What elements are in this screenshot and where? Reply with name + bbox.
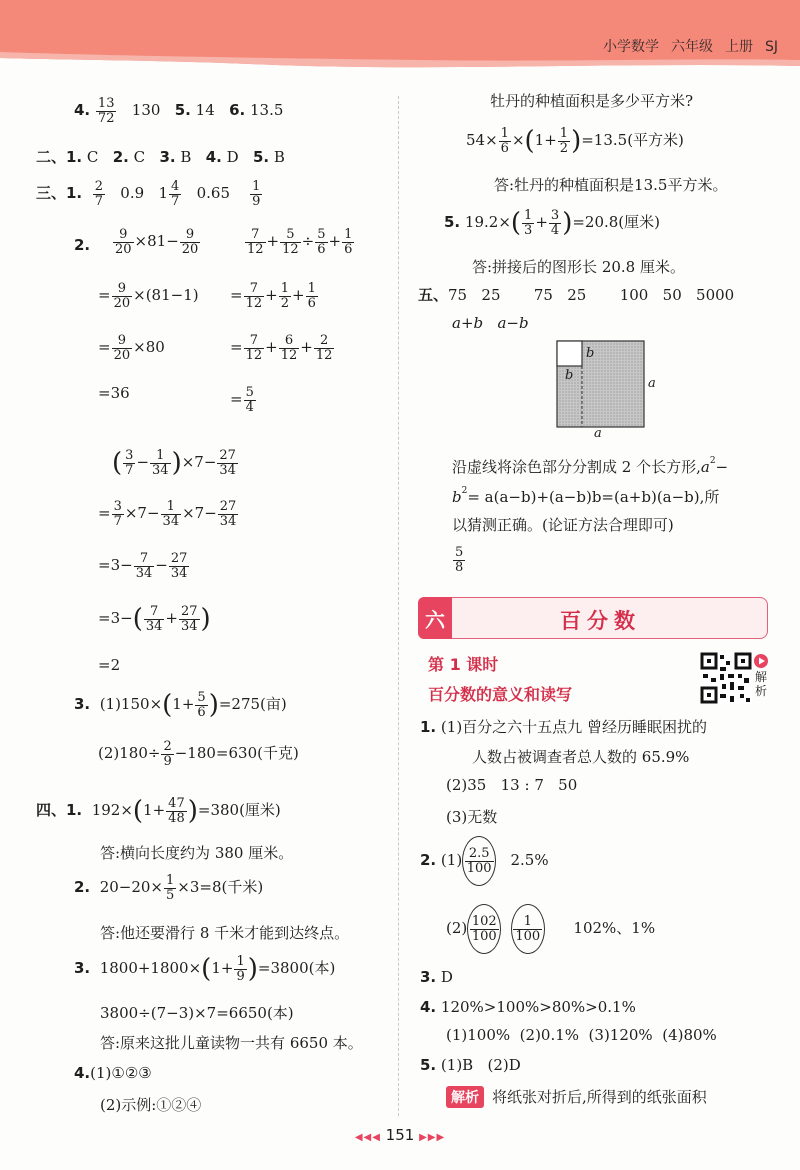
calc-line: 5. 19.2×( $\frac{1}{3}$ + $\frac{3}{4}$ )=20.8(厘米) bbox=[444, 207, 661, 238]
answer-text: 答:横向长度约为 380 厘米。 bbox=[100, 844, 294, 862]
calc-a-line-2: = $\frac{9}{20}$ ×(81−1) bbox=[98, 281, 199, 311]
answer-text: 答:牡丹的种植面积是13.5平方米。 bbox=[494, 176, 728, 194]
fraction: $\frac{4}{7}$ bbox=[171, 179, 180, 209]
square-figure bbox=[556, 340, 666, 448]
right-arrows-icon: ▶▶▶ bbox=[419, 1132, 446, 1143]
circled-fraction: 2.5 100 bbox=[462, 836, 496, 886]
section-lead: 二、1. bbox=[36, 148, 83, 166]
left-line-1 bbox=[74, 97, 283, 125]
answer: 13.5 bbox=[249, 101, 284, 120]
calc-line: 3800÷(7−3)×7=6650(本) bbox=[100, 1004, 294, 1022]
section-lead: 三、1. bbox=[36, 184, 83, 203]
item-number: 2. bbox=[112, 148, 129, 166]
fraction: $\frac{2}{7}$ bbox=[94, 179, 103, 209]
answer: B bbox=[180, 148, 192, 166]
section-number: 六 bbox=[418, 597, 452, 639]
item-number: 4. bbox=[205, 148, 222, 166]
answer-text: 答:他还要滑行 8 千米才能到达终点。 bbox=[100, 924, 350, 942]
left-line-2 bbox=[36, 146, 285, 167]
header-subject: 小学数学 bbox=[602, 39, 659, 55]
q4-line-1: 四、1. 192×(1+ $\frac{47}{48}$ )=380(厘米) bbox=[36, 795, 281, 826]
header-edition: SJ bbox=[764, 39, 778, 55]
label-a-bottom: a bbox=[594, 426, 602, 441]
label-b-top: b bbox=[586, 346, 595, 361]
page-number bbox=[340, 1126, 460, 1144]
fraction: $\frac{13}{72}$ bbox=[97, 96, 115, 126]
answer: 14 bbox=[195, 101, 215, 120]
answer: 0.9 bbox=[120, 184, 145, 203]
note-tag: 解析 bbox=[446, 1086, 484, 1108]
q3-line-2: (2)180÷ $\frac{2}{9}$ −180=630(千克) bbox=[98, 739, 299, 769]
item-number: 6. bbox=[229, 101, 246, 120]
calc-c-line-4: =3−( $\frac{7}{34}$ + $\frac{27}{34}$ ) bbox=[98, 603, 211, 634]
header-grade: 六年级 bbox=[670, 39, 713, 55]
item-number: 3. bbox=[159, 148, 176, 166]
proof-line-1: 沿虚线将涂色部分分割成 2 个长方形$,a^2-$ bbox=[452, 456, 729, 476]
calc-a-line-1: $\frac{9}{20}$ ×81− $\frac{9}{20}$ bbox=[115, 227, 199, 257]
calc-a-result: =36 bbox=[98, 384, 130, 402]
qr-code[interactable] bbox=[700, 652, 752, 708]
q3-line-1: 3. (1)150×(1+ $\frac{5}{6}$ )=275(亩) bbox=[74, 689, 287, 720]
p1-line-1: 1. (1)百分之六十五点九 曾经历睡眠困扰的 bbox=[420, 718, 707, 736]
answer: 130 bbox=[131, 101, 161, 120]
header-wave bbox=[0, 0, 800, 70]
calc-c-result: =2 bbox=[98, 656, 121, 674]
q4-line-4: 4.(1)①②③ bbox=[74, 1064, 152, 1082]
qr-label: 解析 bbox=[755, 670, 768, 698]
answer-text: 答:原来这批儿童读物一共有 6650 本。 bbox=[100, 1034, 363, 1052]
calc-b-line-3: = $\frac{7}{12}$ + $\frac{6}{12}$ + $\frac{2}{12}$ bbox=[230, 333, 333, 363]
calc-c-line-2: = $\frac{3}{7}$ ×7− $\frac{1}{34}$ ×7− $\frac{27}{34}$ bbox=[98, 499, 237, 529]
answer: B bbox=[273, 148, 285, 166]
page-number-text: 151 bbox=[385, 1126, 415, 1144]
circled-fraction: 102 100 bbox=[467, 904, 501, 954]
calc-b-result: = $\frac{5}{4}$ bbox=[230, 385, 254, 415]
qr-icon bbox=[700, 652, 752, 704]
answer-text: (2)示例:①②④ bbox=[100, 1096, 202, 1114]
lesson-title: 百分数的意义和读写 bbox=[428, 685, 573, 704]
p4-line-2: (1)100% (2)0.1% (3)120% (4)80% bbox=[446, 1026, 717, 1044]
answer: C bbox=[133, 148, 146, 166]
left-arrows-icon: ◀◀◀ bbox=[354, 1132, 381, 1143]
p1-line-3: (2)35 13 : 7 50 bbox=[446, 776, 578, 794]
calc-b-line-1: $\frac{7}{12}$ + $\frac{5}{12}$ ÷ $\frac{5}{6}$ + $\frac{1}{6}$ bbox=[247, 227, 353, 257]
p1-line-4: (3)无数 bbox=[446, 808, 498, 826]
item-number: 4. bbox=[74, 101, 91, 120]
calc-a-line-3: = $\frac{9}{20}$ ×80 bbox=[98, 333, 165, 363]
header-band bbox=[0, 0, 800, 70]
label-b-left: b bbox=[565, 368, 574, 383]
circled-fraction: 1 100 bbox=[511, 904, 545, 954]
q4-line-2: 2. 20−20× $\frac{1}{5}$ ×3=8(千米) bbox=[74, 873, 264, 903]
answer: 0.65 bbox=[196, 184, 230, 203]
column-divider bbox=[398, 96, 399, 1116]
calc-line: 54× $\frac{1}{6}$ ×(1+ $\frac{1}{2}$ )=13.5(平方米) bbox=[466, 125, 684, 156]
section-five-line: 五、75 25 75 25 100 50 5000 bbox=[418, 286, 735, 304]
p5-line: 5. (1)B (2)D bbox=[420, 1056, 521, 1074]
fraction-answer: $\frac{5}{8}$ bbox=[455, 545, 464, 575]
proof-line-3: 以猜测正确。(论证方法合理即可) bbox=[452, 516, 674, 534]
expressions: a+b a−b bbox=[452, 314, 529, 332]
calc-c-line-1: ( $\frac{3}{7}$ − $\frac{1}{34}$ )×7− $\frac{27}{34}$ bbox=[112, 447, 236, 478]
play-icon[interactable] bbox=[754, 654, 768, 668]
section-title: 百分数 bbox=[560, 609, 641, 633]
p1-line-2: 人数占被调查者总人数的 65.9% bbox=[472, 748, 690, 766]
p4-line-1: 4. 120%>100%>80%>0.1% bbox=[420, 998, 636, 1016]
left-line-3 bbox=[36, 180, 263, 208]
header-volume: 上册 bbox=[724, 39, 753, 55]
item-number: 5. bbox=[174, 101, 191, 120]
p2-line-2: (2) 102 100 1 100 102%、1% bbox=[446, 904, 655, 954]
question-text: 牡丹的种植面积是多少平方米? bbox=[490, 92, 694, 110]
q4-line-3: 3. 1800+1800×(1+ $\frac{1}{9}$ )=3800(本) bbox=[74, 953, 336, 984]
p2-line-1: 2. (1) 2.5 100 2.5% bbox=[420, 836, 549, 886]
answer: D bbox=[226, 148, 239, 166]
note-line bbox=[446, 1086, 707, 1108]
note-text: 将纸张对折后,所得到的纸张面积 bbox=[492, 1088, 707, 1106]
calc-b-line-2: = $\frac{7}{12}$ + $\frac{1}{2}$ + $\frac{1}{6}$ bbox=[230, 281, 316, 311]
p3-line: 3. D bbox=[420, 968, 453, 986]
calc-c-line-3: =3− $\frac{7}{34}$ − $\frac{27}{34}$ bbox=[98, 551, 188, 581]
fraction: $\frac{1}{9}$ bbox=[252, 179, 261, 209]
item-number: 2. bbox=[74, 236, 91, 254]
proof-line-2: $b^2= a(a-b)+(a-b)b=(a+b)(a-b)$,所 bbox=[452, 486, 720, 506]
item-number: 5. bbox=[252, 148, 270, 166]
answer-text: 答:拼接后的图形长 20.8 厘米。 bbox=[472, 258, 685, 276]
header-title bbox=[591, 36, 778, 56]
lesson-label: 第 1 课时 bbox=[428, 655, 499, 674]
label-a-right: a bbox=[648, 376, 656, 391]
answer: C bbox=[86, 148, 99, 166]
answer: 1 bbox=[158, 184, 168, 203]
